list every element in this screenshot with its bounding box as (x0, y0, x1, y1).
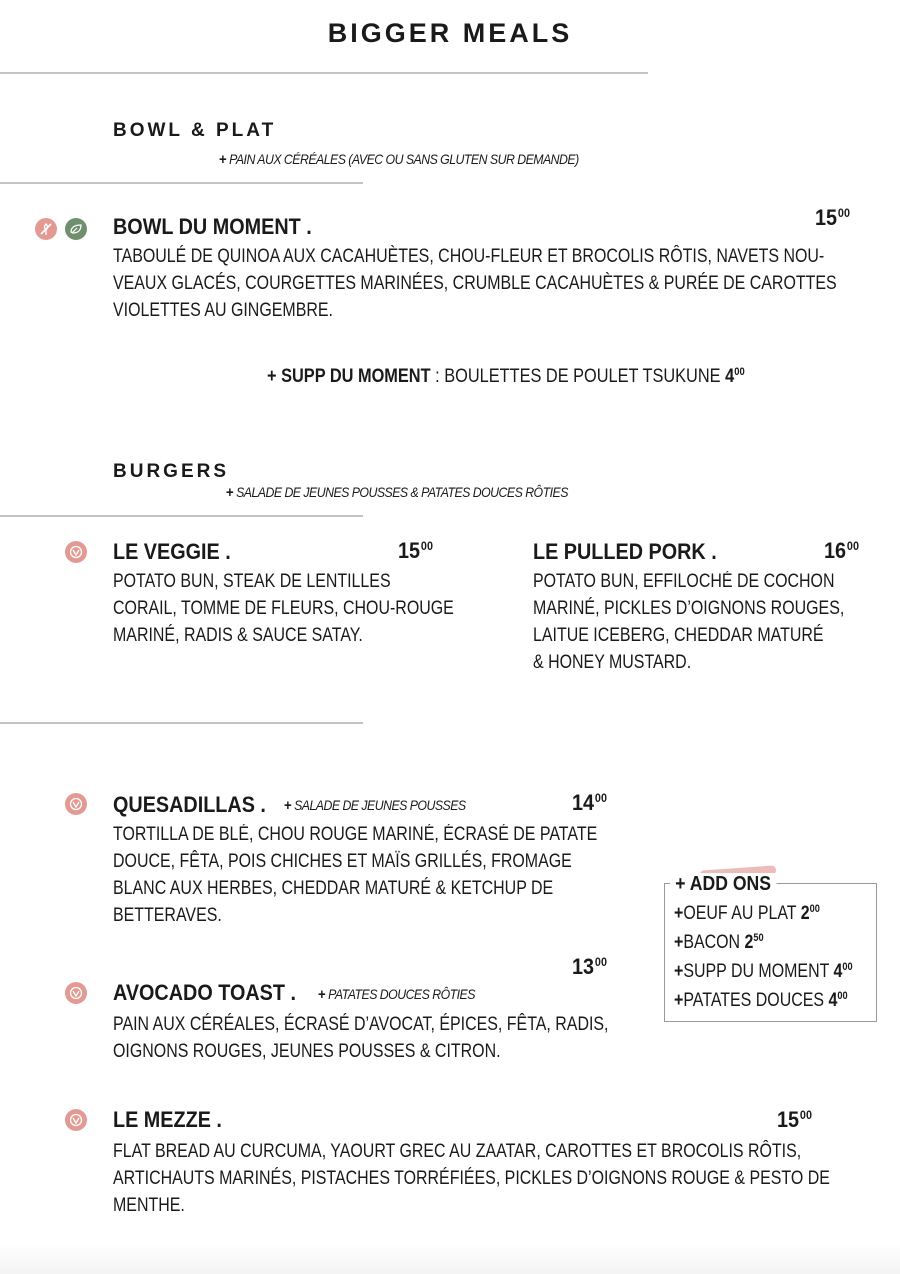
dish-description-avocado-toast (113, 1011, 609, 1065)
price-cents: 00 (420, 539, 433, 553)
section-subtitle-bowl (219, 151, 579, 168)
price-main: 15 (777, 1107, 800, 1132)
plus-sign: + (226, 484, 234, 501)
dish-description-le-pulled-pork (533, 568, 845, 676)
description-line: CORAIL, TOMME DE FLEURS, CHOU-ROUGE (113, 598, 454, 619)
plus-sign: + (674, 961, 684, 982)
dish-name-le-mezze: LE MEZZE . (113, 1107, 222, 1132)
vegetarian-icon (65, 541, 87, 563)
dish-price-le-veggie (398, 538, 433, 564)
plus-sign: + (318, 986, 326, 1003)
description-line: POTATO BUN, EFFILOCHÉ DE COCHON (533, 571, 835, 592)
description-line: VIOLETTES AU GINGEMBRE. (113, 300, 333, 321)
price-main: 14 (572, 790, 595, 815)
addon-item (674, 990, 853, 1019)
dish-name-le-pulled-pork: LE PULLED PORK . (533, 539, 717, 564)
plus-sign: + (674, 903, 684, 924)
addon-item (674, 932, 853, 961)
description-line: DOUCE, FÊTA, POIS CHICHES ET MAÏS GRILLÉS, FROMAGE (113, 851, 572, 872)
description-line: BLANC AUX HERBES, CHEDDAR MATURÉ & KETCHUP DE (113, 878, 554, 899)
supp-price-main: 4 (725, 366, 735, 387)
supp-text: : BOULETTES DE POULET TSUKUNE (430, 366, 726, 387)
supp-price-cents: 00 (734, 366, 745, 378)
description-line: MENTHE. (113, 1195, 185, 1216)
plus-sign: + (219, 151, 227, 168)
description-line: MARINÉ, RADIS & SAUCE SATAY. (113, 625, 363, 646)
section-subtitle-text: PAIN AUX CÉRÉALES (AVEC OU SANS GLUTEN SUR DEMANDE) (229, 151, 579, 167)
price-main: 15 (815, 205, 838, 230)
dish-name-avocado-toast: AVOCADO TOAST . (113, 980, 296, 1005)
price-cents: 00 (594, 791, 607, 805)
dish-side-text: PATATES DOUCES RÔTIES (328, 986, 475, 1002)
description-line: & HONEY MUSTARD. (533, 652, 692, 673)
price-cents: 00 (799, 1108, 812, 1122)
no-gluten-icon (35, 218, 57, 240)
description-line: MARINÉ, PICKLES D’OIGNONS ROUGES, (533, 598, 845, 619)
section-subtitle-burgers (226, 484, 568, 501)
description-line: TORTILLA DE BLÉ, CHOU ROUGE MARINÉ, ÉCRASÉ DE PATATE (113, 824, 598, 845)
price-main: 16 (824, 538, 847, 563)
dish-name-quesadillas: QUESADILLAS . (113, 792, 266, 817)
addon-price-cents: 00 (809, 903, 820, 915)
description-line: LAITUE ICEBERG, CHEDDAR MATURÉ (533, 625, 824, 646)
description-line: ARTICHAUTS MARINÉS, PISTACHES TORRÉFIÉES, PICKLES D’OIGNONS ROUGE & PESTO DE (113, 1168, 830, 1189)
dish-name-le-veggie: LE VEGGIE . (113, 539, 231, 564)
plus-sign: + (267, 366, 277, 387)
dish-price-avocado-toast (572, 954, 607, 980)
vegan-icon (65, 218, 87, 240)
description-line: PAIN AUX CÉRÉALES, ÉCRASÉ D’AVOCAT, ÉPICES, FÊTA, RADIS, (113, 1014, 609, 1035)
section-subtitle-text: SALADE DE JEUNES POUSSES & PATATES DOUCES RÔTIES (236, 484, 568, 500)
dish-description-le-veggie (113, 568, 454, 649)
dish-price-le-mezze (777, 1107, 812, 1133)
addon-label: BACON (683, 932, 745, 953)
addon-label: PATATES DOUCES (683, 990, 829, 1011)
description-line: POTATO BUN, STEAK DE LENTILLES (113, 571, 391, 592)
dish-side-text: SALADE DE JEUNES POUSSES (294, 797, 466, 813)
section-divider-burgers-end (0, 722, 363, 724)
vegetarian-icon (65, 793, 87, 815)
addon-price-main: 4 (828, 990, 838, 1011)
price-cents: 00 (846, 539, 859, 553)
price-main: 15 (398, 538, 421, 563)
section-title-bowl: BOWL & PLAT (113, 120, 277, 141)
dish-price-bowl-du-moment (815, 205, 850, 231)
plus-sign: + (284, 797, 292, 814)
page-title: BIGGER MEALS (327, 18, 573, 48)
section-divider-burgers (0, 515, 363, 517)
addon-price-main: 2 (800, 903, 810, 924)
price-cents: 00 (837, 206, 850, 220)
description-line: TABOULÉ DE QUINOA AUX CACAHUÈTES, CHOU-FLEUR ET BROCOLIS RÔTIS, NAVETS NOU- (113, 246, 825, 267)
dish-price-le-pulled-pork (824, 538, 859, 564)
addon-item (674, 903, 853, 932)
supp-du-moment-line (267, 366, 745, 388)
dish-description-bowl-du-moment (113, 243, 837, 324)
section-divider-bowl (0, 182, 363, 184)
addon-price-cents: 00 (842, 961, 853, 973)
page-footer-shade (0, 1244, 900, 1274)
addon-price-cents: 50 (753, 932, 764, 944)
addon-label: OEUF AU PLAT (683, 903, 801, 924)
vegetarian-icon (65, 982, 87, 1004)
dish-price-quesadillas (572, 790, 607, 816)
dish-description-quesadillas (113, 821, 598, 929)
dish-description-le-mezze (113, 1138, 830, 1219)
dish-name-bowl-du-moment: BOWL DU MOMENT . (113, 214, 312, 239)
supp-label: SUPP DU MOMENT (281, 366, 431, 387)
addon-item (674, 961, 853, 990)
vegetarian-icon (65, 1109, 87, 1131)
description-line: OIGNONS ROUGES, JEUNES POUSSES & CITRON. (113, 1041, 501, 1062)
addons-title: + ADD ONS (670, 873, 776, 896)
addon-price-cents: 00 (837, 990, 848, 1002)
section-title-burgers: BURGERS (113, 461, 230, 482)
title-divider (0, 72, 648, 74)
addons-list (674, 903, 887, 1019)
price-main: 13 (572, 954, 595, 979)
plus-sign: + (674, 932, 684, 953)
dish-side-avocado-toast (318, 986, 475, 1003)
addon-price-main: 2 (744, 932, 754, 953)
description-line: FLAT BREAD AU CURCUMA, YAOURT GREC AU ZAATAR, CAROTTES ET BROCOLIS RÔTIS, (113, 1141, 802, 1162)
description-line: VEAUX GLACÉS, COURGETTES MARINÉES, CRUMBLE CACAHUÈTES & PURÉE DE CAROTTES (113, 273, 837, 294)
price-cents: 00 (594, 955, 607, 969)
addon-label: SUPP DU MOMENT (683, 961, 834, 982)
addon-price-main: 4 (833, 961, 843, 982)
plus-sign: + (674, 990, 684, 1011)
description-line: BETTERAVES. (113, 905, 222, 926)
dish-side-quesadillas (284, 797, 466, 814)
